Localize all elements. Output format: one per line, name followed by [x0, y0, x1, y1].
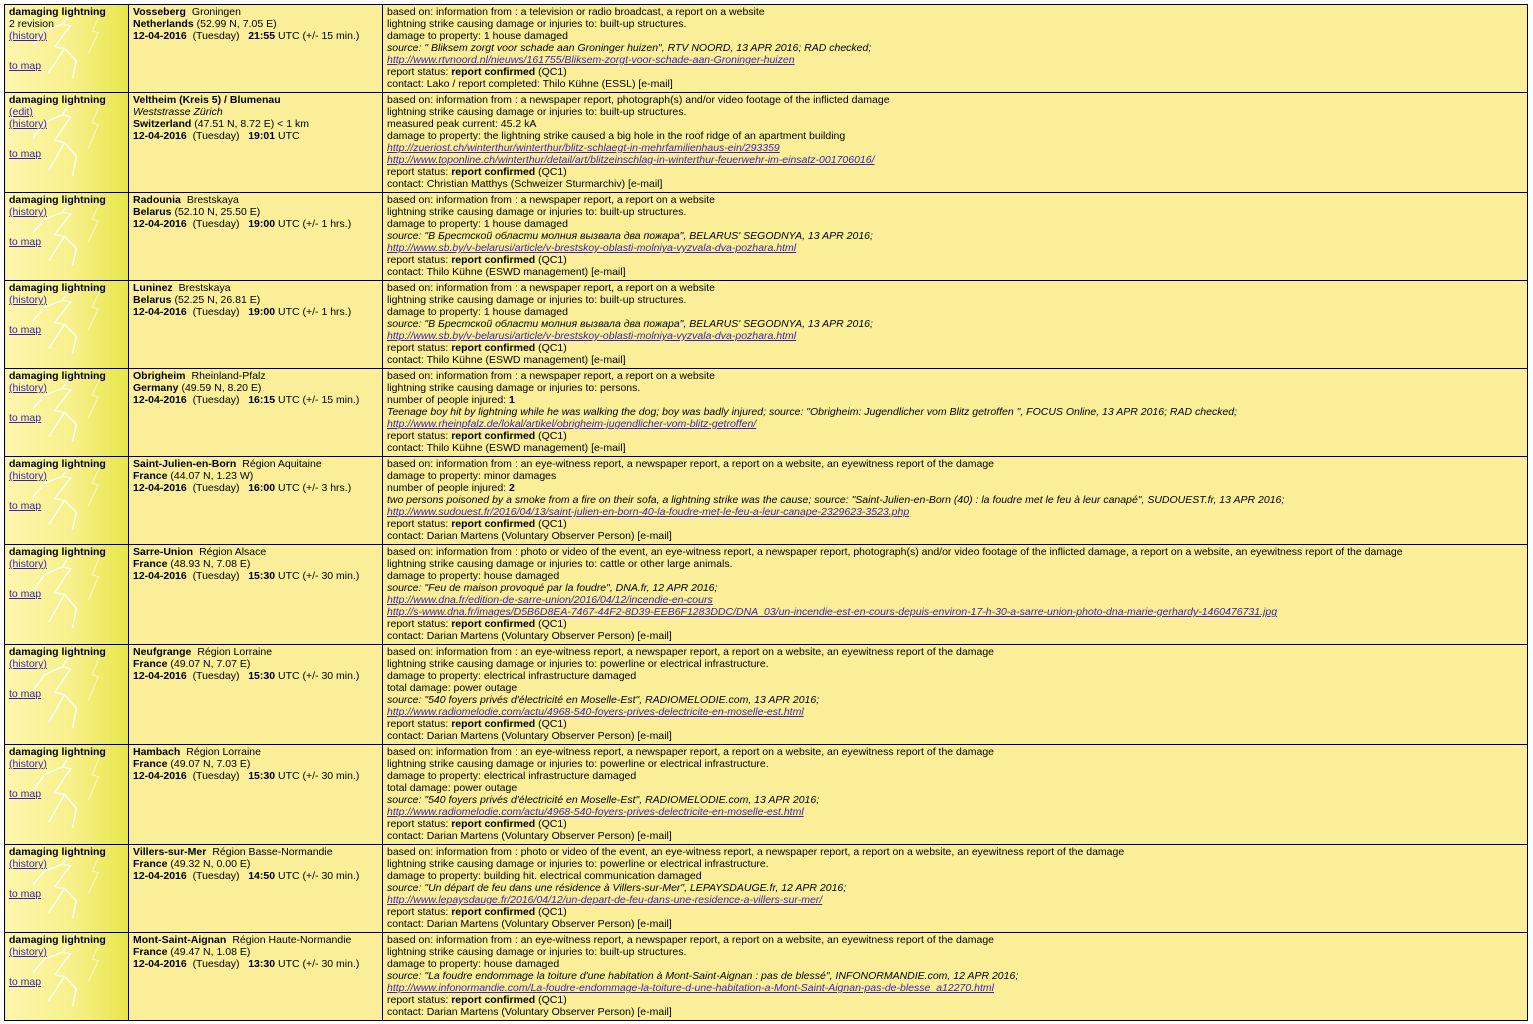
- location-cell: [129, 457, 383, 545]
- report-status-value: report confirmed: [451, 718, 536, 730]
- event-date: 12-04-2016: [133, 770, 187, 782]
- event-type-cell: [5, 933, 129, 1021]
- event-time-accuracy: UTC (+/- 3 hrs.): [278, 482, 352, 494]
- country-name: Netherlands: [133, 18, 194, 30]
- event-time: 19:00: [248, 218, 276, 230]
- detail-line: damage to property: the lightning strike caused a big hole in the roof ridge of an apartment building: [387, 130, 846, 142]
- to-map-link[interactable]: to map: [9, 236, 42, 248]
- event-weekday: (Tuesday): [192, 30, 240, 42]
- source-citation: source: "540 foyers privés d'électricité en Moselle-Est", RADIOMELODIE.com, 13 APR 2016;: [387, 694, 820, 706]
- report-status-value: report confirmed: [451, 430, 536, 442]
- coordinates: (52.99 N, 7.05 E): [196, 18, 277, 30]
- source-link[interactable]: http://www.lepaysdauge.fr/2016/04/12/un-depart-de-feu-dans-une-residence-a-villers-sur-mer/: [387, 894, 823, 906]
- location-cell: [129, 745, 383, 845]
- details-cell: [383, 645, 1528, 745]
- event-time-accuracy: UTC (+/- 30 min.): [278, 570, 360, 582]
- detail-line: contact: Darian Martens (Voluntary Observer Person) [e-mail]: [387, 1006, 672, 1018]
- to-map-link[interactable]: to map: [9, 60, 42, 72]
- event-weekday: (Tuesday): [192, 130, 240, 142]
- event-time-accuracy: UTC (+/- 15 min.): [278, 30, 360, 42]
- detail-line: based on: information from : an eye-witness report, a newspaper report, a report on a website, an eyewitness report of the damage: [387, 458, 994, 470]
- report-status-value: report confirmed: [451, 818, 536, 830]
- detail-line: based on: information from : an eye-witness report, a newspaper report, a report on a website, an eyewitness report of the damage: [387, 934, 994, 946]
- event-time: 16:00: [248, 482, 276, 494]
- report-status-value: report confirmed: [451, 66, 536, 78]
- report-status-value: report confirmed: [451, 518, 536, 530]
- report-row: [5, 457, 1528, 545]
- report-status-value: report confirmed: [451, 254, 536, 266]
- report-status-prefix: report status:: [387, 818, 452, 830]
- event-time: 19:00: [248, 306, 276, 318]
- history-link[interactable]: (history): [9, 558, 47, 570]
- region-name: Région Alsace: [199, 546, 267, 558]
- report-status-value: report confirmed: [451, 906, 536, 918]
- detail-line: contact: Thilo Kühne (ESWD management) [e-mail]: [387, 442, 626, 454]
- place-name: Veltheim (Kreis 5) / Blumenau: [133, 94, 281, 106]
- details-cell: [383, 845, 1528, 933]
- detail-line: lightning strike causing damage or injuries to: powerline or electrical infrastructure.: [387, 758, 769, 770]
- event-time-accuracy: UTC: [278, 130, 300, 142]
- to-map-link[interactable]: to map: [9, 788, 42, 800]
- report-status-line: [387, 818, 1523, 830]
- history-link[interactable]: (history): [9, 294, 47, 306]
- region-name: Brestskaya: [186, 194, 239, 206]
- detail-line: damage to property: 1 house damaged: [387, 218, 568, 230]
- report-status-qc: (QC1): [535, 518, 567, 530]
- event-type-label: damaging lightning: [9, 94, 106, 106]
- detail-line: contact: Darian Martens (Voluntary Observer Person) [e-mail]: [387, 918, 672, 930]
- source-citation: source: "В Брестской области молния вызвала два пожара", BELARUS' SEGODNYA, 13 APR 2016;: [387, 318, 873, 330]
- event-time: 21:55: [248, 30, 276, 42]
- report-status-value: report confirmed: [451, 166, 536, 178]
- detail-line: lightning strike causing damage or injuries to: powerline or electrical infrastructure.: [387, 858, 769, 870]
- source-link[interactable]: http://www.sudouest.fr/2016/04/13/saint-julien-en-born-40-la-foudre-met-le-feu-a-leur-canape-2329623-3523.php: [387, 506, 910, 518]
- event-time: 16:15: [248, 394, 276, 406]
- source-link[interactable]: http://www.rtvnoord.nl/nieuws/161755/Bliksem-zorgt-voor-schade-aan-Groninger-huizen: [387, 54, 795, 66]
- country-name: France: [133, 558, 168, 570]
- details-cell: [383, 545, 1528, 645]
- report-status-prefix: report status:: [387, 66, 452, 78]
- coordinates: (52.25 N, 26.81 E): [174, 294, 261, 306]
- source-citation: source: " Bliksem zorgt voor schade aan Groninger huizen", RTV NOORD, 13 APR 2016; RAD checked;: [387, 42, 872, 54]
- report-status-line: [387, 254, 1523, 266]
- source-citation: source: "La foudre endommage la toiture d'une habitation à Mont-Saint-Aignan : pas de blessé", INFONORMANDIE.com, 12 APR 2016;: [387, 970, 1019, 982]
- place-name: Villers-sur-Mer: [133, 846, 207, 858]
- injured-count-value: 2: [509, 482, 515, 494]
- event-date: 12-04-2016: [133, 958, 187, 970]
- detail-line: contact: Darian Martens (Voluntary Observer Person) [e-mail]: [387, 630, 672, 642]
- revision-count: 2 revision: [9, 18, 54, 30]
- coordinates: (49.47 N, 1.08 E): [170, 946, 251, 958]
- details-cell: [383, 5, 1528, 93]
- report-status-prefix: report status:: [387, 906, 452, 918]
- report-table-body: [5, 5, 1528, 1021]
- report-status-prefix: report status:: [387, 994, 452, 1006]
- to-map-link[interactable]: to map: [9, 976, 42, 988]
- to-map-link[interactable]: to map: [9, 412, 42, 424]
- event-type-cell: [5, 93, 129, 193]
- event-weekday: (Tuesday): [192, 770, 240, 782]
- event-time-accuracy: UTC (+/- 30 min.): [278, 770, 360, 782]
- detail-line: lightning strike causing damage or injuries to: built-up structures.: [387, 946, 687, 958]
- report-status-line: [387, 166, 1523, 178]
- edit-link[interactable]: (edit): [9, 106, 33, 118]
- detail-line: contact: Thilo Kühne (ESWD management) [e-mail]: [387, 354, 626, 366]
- event-time: 19:01: [248, 130, 276, 142]
- report-status-value: report confirmed: [451, 994, 536, 1006]
- event-type-label: damaging lightning: [9, 546, 106, 558]
- event-time-accuracy: UTC (+/- 30 min.): [278, 670, 360, 682]
- report-status-line: [387, 342, 1523, 354]
- detail-line: based on: information from : a newspaper report, a report on a website: [387, 370, 716, 382]
- detail-line: damage to property: electrical infrastructure damaged: [387, 770, 637, 782]
- place-name: Luninez: [133, 282, 173, 294]
- injured-count-label: number of people injured:: [387, 394, 509, 406]
- event-time: 15:30: [248, 770, 276, 782]
- event-type-label: damaging lightning: [9, 194, 106, 206]
- detail-line: damage to property: house damaged: [387, 958, 560, 970]
- event-weekday: (Tuesday): [192, 570, 240, 582]
- report-status-prefix: report status:: [387, 618, 452, 630]
- report-status-qc: (QC1): [535, 342, 567, 354]
- event-weekday: (Tuesday): [192, 306, 240, 318]
- report-status-qc: (QC1): [535, 718, 567, 730]
- details-cell: [383, 93, 1528, 193]
- event-date: 12-04-2016: [133, 30, 187, 42]
- event-type-cell: [5, 645, 129, 745]
- coordinates: (49.07 N, 7.03 E): [170, 758, 251, 770]
- event-weekday: (Tuesday): [192, 670, 240, 682]
- event-time-accuracy: UTC (+/- 1 hrs.): [278, 218, 352, 230]
- source-citation: two persons poisoned by a smoke from a fire on their sofa, a lightning strike was the cause; source: "Saint-Julien-en-Born (40) : la foudre met le feu à leur canapé", SUDOUEST.fr, 13 APR 2016;: [387, 494, 1285, 506]
- detail-line: lightning strike causing damage or injuries to: built-up structures.: [387, 206, 687, 218]
- detail-line: contact: Darian Martens (Voluntary Observer Person) [e-mail]: [387, 530, 672, 542]
- event-weekday: (Tuesday): [192, 870, 240, 882]
- event-type-label: damaging lightning: [9, 370, 106, 382]
- place-name: Radounia: [133, 194, 181, 206]
- detail-line: based on: information from : an eye-witness report, a newspaper report, a report on a website, an eyewitness report of the damage: [387, 746, 994, 758]
- report-status-qc: (QC1): [535, 818, 567, 830]
- history-link[interactable]: (history): [9, 382, 47, 394]
- country-name: France: [133, 858, 168, 870]
- event-type-label: damaging lightning: [9, 934, 106, 946]
- report-status-qc: (QC1): [535, 618, 567, 630]
- place-name: Mont-Saint-Aignan: [133, 934, 227, 946]
- to-map-link[interactable]: to map: [9, 148, 42, 160]
- event-date: 12-04-2016: [133, 130, 187, 142]
- event-type-cell: [5, 369, 129, 457]
- detail-line: measured peak current: 45.2 kA: [387, 118, 537, 130]
- report-row: [5, 545, 1528, 645]
- region-name: Région Haute-Normandie: [232, 934, 352, 946]
- source-link[interactable]: http://www.dna.fr/edition-de-sarre-union/2016/04/12/incendie-en-cours: [387, 594, 713, 606]
- report-row: [5, 281, 1528, 369]
- history-link[interactable]: (history): [9, 758, 47, 770]
- coordinates: (48.93 N, 7.08 E): [170, 558, 251, 570]
- place-name: Vosseberg: [133, 6, 186, 18]
- source-link[interactable]: http://www.sb.by/v-belarusi/article/v-brestskoy-oblasti-molniya-vyzvala-dva-pozhara.html: [387, 242, 797, 254]
- place-name: Saint-Julien-en-Born: [133, 458, 237, 470]
- event-type-cell: [5, 5, 129, 93]
- history-link[interactable]: (history): [9, 858, 47, 870]
- details-cell: [383, 745, 1528, 845]
- event-type-label: damaging lightning: [9, 646, 106, 658]
- region-name: Région Lorraine: [186, 746, 261, 758]
- subregion-name: Weststrasse Zürich: [133, 106, 223, 118]
- event-date: 12-04-2016: [133, 870, 187, 882]
- report-status-line: [387, 718, 1523, 730]
- event-weekday: (Tuesday): [192, 482, 240, 494]
- source-citation: source: "Un départ de feu dans une résidence à Villers-sur-Mer", LEPAYSDAUGE.fr, 12 APR 2016;: [387, 882, 847, 894]
- detail-line: based on: information from : an eye-witness report, a newspaper report, a report on a website, an eyewitness report of the damage: [387, 646, 994, 658]
- detail-line: contact: Lako / report completed: Thilo Kühne (ESSL) [e-mail]: [387, 78, 673, 90]
- event-type-cell: [5, 281, 129, 369]
- detail-line: damage to property: 1 house damaged: [387, 30, 568, 42]
- source-link[interactable]: http://zueriost.ch/winterthur/winterthur/blitz-schlaegt-in-mehrfamilienhaus-ein/293359: [387, 142, 780, 154]
- report-status-prefix: report status:: [387, 342, 452, 354]
- detail-line: contact: Christian Matthys (Schweizer Sturmarchiv) [e-mail]: [387, 178, 663, 190]
- source-link[interactable]: http://www.infonormandie.com/La-foudre-endommage-la-toiture-d-une-habitation-a-Mont-Saint-Aignan-pas-de-blesse_a12270.html: [387, 982, 994, 994]
- detail-line: contact: Darian Martens (Voluntary Observer Person) [e-mail]: [387, 730, 672, 742]
- region-name: Région Basse-Normandie: [212, 846, 333, 858]
- report-status-qc: (QC1): [535, 906, 567, 918]
- country-name: France: [133, 470, 168, 482]
- coordinates: (47.51 N, 8.72 E) < 1 km: [194, 118, 309, 130]
- region-name: Brestskaya: [178, 282, 231, 294]
- detail-line: based on: information from : photo or video of the event, an eye-witness report, a newspaper report, photograph(s) and/or video footage of the inflicted damage, a report on a website, an eyewitness report of the damage: [387, 546, 1403, 558]
- event-time-accuracy: UTC (+/- 30 min.): [278, 958, 360, 970]
- source-link[interactable]: http://s-www.dna.fr/images/D5B6D8EA-7467-44F2-8D39-EEB6F1283DDC/DNA_03/un-incendie-est-en-cours-depuis-environ-17-h-30-a-sarre-union-photo-dna-marie-gerhardy-1460476731.jpg: [387, 606, 1278, 618]
- report-status-value: report confirmed: [451, 342, 536, 354]
- event-weekday: (Tuesday): [192, 958, 240, 970]
- event-type-cell: [5, 845, 129, 933]
- detail-line: total damage: power outage: [387, 782, 518, 794]
- source-link[interactable]: http://www.radiomelodie.com/actu/4968-540-foyers-prives-delectricite-en-moselle-est.html: [387, 706, 804, 718]
- detail-line: damage to property: house damaged: [387, 570, 560, 582]
- injured-count-line: [387, 394, 1523, 406]
- report-status-qc: (QC1): [535, 66, 567, 78]
- detail-line: damage to property: building hit. electrical communication damaged: [387, 870, 702, 882]
- report-status-prefix: report status:: [387, 718, 452, 730]
- event-type-label: damaging lightning: [9, 458, 106, 470]
- report-status-line: [387, 994, 1523, 1006]
- event-type-label: damaging lightning: [9, 282, 106, 294]
- location-cell: [129, 369, 383, 457]
- to-map-link[interactable]: to map: [9, 500, 42, 512]
- detail-line: based on: information from : a newspaper report, a report on a website: [387, 194, 716, 206]
- event-type-cell: [5, 193, 129, 281]
- report-row: [5, 745, 1528, 845]
- coordinates: (49.32 N, 0.00 E): [170, 858, 251, 870]
- source-link[interactable]: http://www.radiomelodie.com/actu/4968-540-foyers-prives-delectricite-en-moselle-est.html: [387, 806, 804, 818]
- details-cell: [383, 281, 1528, 369]
- injured-count-value: 1: [509, 394, 515, 406]
- event-type-label: damaging lightning: [9, 746, 106, 758]
- location-cell: [129, 5, 383, 93]
- event-date: 12-04-2016: [133, 570, 187, 582]
- report-status-value: report confirmed: [451, 618, 536, 630]
- report-status-prefix: report status:: [387, 430, 452, 442]
- source-link[interactable]: http://www.toponline.ch/winterthur/detail/art/blitzeinschlag-in-winterthur-feuerwehr-im-einsatz-001706016/: [387, 154, 875, 166]
- coordinates: (49.07 N, 7.07 E): [170, 658, 251, 670]
- location-cell: [129, 845, 383, 933]
- detail-line: lightning strike causing damage or injuries to: built-up structures.: [387, 294, 687, 306]
- report-status-qc: (QC1): [535, 430, 567, 442]
- detail-line: damage to property: electrical infrastructure damaged: [387, 670, 637, 682]
- coordinates: (52.10 N, 25.50 E): [174, 206, 261, 218]
- event-date: 12-04-2016: [133, 306, 187, 318]
- region-name: Groningen: [191, 6, 241, 18]
- event-type-cell: [5, 545, 129, 645]
- place-name: Sarre-Union: [133, 546, 194, 558]
- history-link[interactable]: (history): [9, 658, 47, 670]
- detail-line: lightning strike causing damage or injuries to: cattle or other large animals.: [387, 558, 733, 570]
- history-link[interactable]: (history): [9, 946, 47, 958]
- detail-line: based on: information from : photo or video of the event, an eye-witness report, a newspaper report, a report on a website, an eyewitness report of the damage: [387, 846, 1125, 858]
- event-weekday: (Tuesday): [192, 218, 240, 230]
- report-status-line: [387, 430, 1523, 442]
- event-weekday: (Tuesday): [192, 394, 240, 406]
- event-date: 12-04-2016: [133, 394, 187, 406]
- country-name: Germany: [133, 382, 179, 394]
- location-cell: [129, 545, 383, 645]
- detail-line: contact: Thilo Kühne (ESWD management) [e-mail]: [387, 266, 626, 278]
- report-status-qc: (QC1): [535, 994, 567, 1006]
- event-time: 14:50: [248, 870, 276, 882]
- report-status-prefix: report status:: [387, 518, 452, 530]
- details-cell: [383, 457, 1528, 545]
- location-cell: [129, 193, 383, 281]
- detail-line: damage to property: 1 house damaged: [387, 306, 568, 318]
- event-time: 15:30: [248, 670, 276, 682]
- event-time-accuracy: UTC (+/- 15 min.): [278, 394, 360, 406]
- event-date: 12-04-2016: [133, 482, 187, 494]
- event-type-cell: [5, 457, 129, 545]
- report-row: [5, 5, 1528, 93]
- to-map-link[interactable]: to map: [9, 324, 42, 336]
- to-map-link[interactable]: to map: [9, 588, 42, 600]
- injured-count-line: [387, 482, 1523, 494]
- detail-line: based on: information from : a newspaper report, photograph(s) and/or video footage of the inflicted damage: [387, 94, 890, 106]
- region-name: Région Lorraine: [197, 646, 273, 658]
- report-status-qc: (QC1): [535, 254, 567, 266]
- source-citation: source: "Feu de maison provoqué par la foudre", DNA.fr, 12 APR 2016;: [387, 582, 718, 594]
- source-citation: source: "540 foyers privés d'électricité en Moselle-Est", RADIOMELODIE.com, 13 APR 2016;: [387, 794, 820, 806]
- country-name: France: [133, 658, 168, 670]
- place-name: Obrigheim: [133, 370, 186, 382]
- report-status-prefix: report status:: [387, 166, 452, 178]
- details-cell: [383, 369, 1528, 457]
- detail-line: based on: information from : a television or radio broadcast, a report on a website: [387, 6, 765, 18]
- details-cell: [383, 933, 1528, 1021]
- event-type-cell: [5, 745, 129, 845]
- to-map-link[interactable]: to map: [9, 688, 42, 700]
- location-cell: [129, 645, 383, 745]
- event-date: 12-04-2016: [133, 670, 187, 682]
- to-map-link[interactable]: to map: [9, 888, 42, 900]
- country-name: France: [133, 946, 168, 958]
- report-row: [5, 933, 1528, 1021]
- location-cell: [129, 281, 383, 369]
- detail-line: contact: Darian Martens (Voluntary Observer Person) [e-mail]: [387, 830, 672, 842]
- history-link[interactable]: (history): [9, 118, 47, 130]
- event-time-accuracy: UTC (+/- 30 min.): [278, 870, 360, 882]
- report-status-prefix: report status:: [387, 254, 452, 266]
- region-name: Région Aquitaine: [242, 458, 322, 470]
- event-time: 13:30: [248, 958, 276, 970]
- location-cell: [129, 933, 383, 1021]
- injured-count-label: number of people injured:: [387, 482, 509, 494]
- source-citation: source: "В Брестской области молния вызвала два пожара", BELARUS' SEGODNYA, 13 APR 2016;: [387, 230, 873, 242]
- event-date: 12-04-2016: [133, 218, 187, 230]
- coordinates: (49.59 N, 8.20 E): [181, 382, 262, 394]
- source-link[interactable]: http://www.rheinpfalz.de/lokal/artikel/obrigheim-jugendlicher-vom-blitz-getroffen/: [387, 418, 757, 430]
- details-cell: [383, 193, 1528, 281]
- place-name: Neufgrange: [133, 646, 192, 658]
- event-type-label: damaging lightning: [9, 846, 106, 858]
- source-citation: Teenage boy hit by lightning while he was walking the dog; boy was badly injured; source: "Obrigheim: Jugendlicher vom Blitz getroffen ", FOCUS Online, 13 APR 2016; RAD checked;: [387, 406, 1238, 418]
- source-link[interactable]: http://www.sb.by/v-belarusi/article/v-brestskoy-oblasti-molniya-vyzvala-dva-pozhara.html: [387, 330, 797, 342]
- report-status-line: [387, 66, 1523, 78]
- country-name: Switzerland: [133, 118, 192, 130]
- detail-line: damage to property: minor damages: [387, 470, 557, 482]
- detail-line: lightning strike causing damage or injuries to: powerline or electrical infrastructure.: [387, 658, 769, 670]
- detail-line: lightning strike causing damage or injuries to: built-up structures.: [387, 106, 687, 118]
- report-status-line: [387, 618, 1523, 630]
- detail-line: total damage: power outage: [387, 682, 518, 694]
- report-row: [5, 369, 1528, 457]
- location-cell: [129, 93, 383, 193]
- country-name: Belarus: [133, 206, 172, 218]
- report-row: [5, 93, 1528, 193]
- detail-line: lightning strike causing damage or injuries to: persons.: [387, 382, 641, 394]
- report-status-line: [387, 906, 1523, 918]
- report-row: [5, 845, 1528, 933]
- coordinates: (44.07 N, 1.23 W): [170, 470, 254, 482]
- report-row: [5, 193, 1528, 281]
- event-type-label: damaging lightning: [9, 6, 106, 18]
- event-time: 15:30: [248, 570, 276, 582]
- region-name: Rheinland-Pfalz: [191, 370, 266, 382]
- event-time-accuracy: UTC (+/- 1 hrs.): [278, 306, 352, 318]
- report-table: [4, 4, 1528, 1021]
- place-name: Hambach: [133, 746, 181, 758]
- report-row: [5, 645, 1528, 745]
- history-link[interactable]: (history): [9, 470, 47, 482]
- country-name: Belarus: [133, 294, 172, 306]
- detail-line: based on: information from : a newspaper report, a report on a website: [387, 282, 716, 294]
- country-name: France: [133, 758, 168, 770]
- history-link[interactable]: (history): [9, 30, 47, 42]
- report-status-line: [387, 518, 1523, 530]
- detail-line: lightning strike causing damage or injuries to: built-up structures.: [387, 18, 687, 30]
- history-link[interactable]: (history): [9, 206, 47, 218]
- report-status-qc: (QC1): [535, 166, 567, 178]
